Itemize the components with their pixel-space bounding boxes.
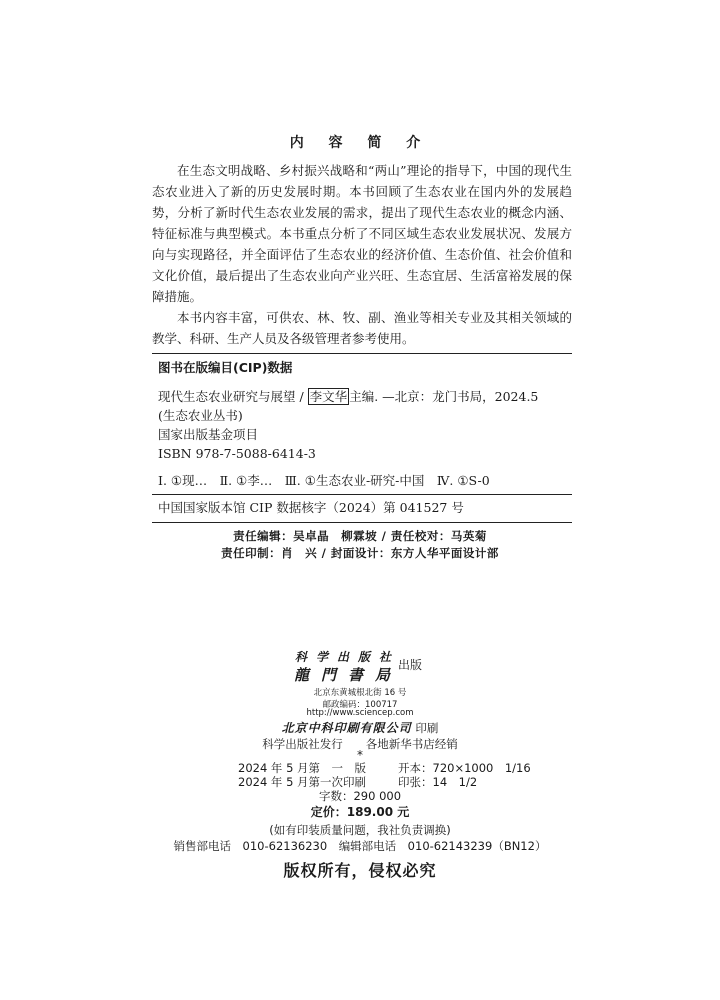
cip-bottom-rule bbox=[152, 522, 572, 523]
editors-line-1: 责任编辑：吴卓晶 柳霖坡 / 责任校对：马英菊 bbox=[233, 529, 487, 543]
science-press-logo: 科学出版社 bbox=[295, 650, 401, 664]
phone-line bbox=[0, 838, 720, 854]
sheets: 印张：14 1/2 bbox=[398, 775, 478, 789]
cip-publication: 主编. —北京：龙门书局，2024.5 bbox=[349, 389, 539, 404]
price: 定价：189.00 元 bbox=[310, 805, 410, 819]
publisher-address: 北京东黄城根北街 16 号 bbox=[313, 688, 407, 698]
printer-name: 北京中科印刷有限公司 bbox=[281, 721, 412, 735]
editors-line-2: 责任印制：肖 兴 / 封面设计：东方人华平面设计部 bbox=[221, 546, 499, 560]
cip-series: (生态农业丛书) bbox=[158, 408, 243, 423]
summary-title: 内 容 简 介 bbox=[289, 135, 431, 151]
issued-by: 科学出版社发行 bbox=[262, 737, 343, 751]
printing: 2024 年 5 月第一次印刷 bbox=[238, 775, 367, 789]
format: 开本：720×1000 1/16 bbox=[398, 761, 531, 775]
summary-paragraph-1: 在生态文明战略、乡村振兴战略和“两山”理论的指导下，中国的现代生态农业进入了新的历史发展时期。本书回顾了生态农业在国内外的发展趋势，分析了新时代生态农业发展的需求，提出了现代生态农业的概念内涵、特征标准与典型模式。本书重点分析了不同区域生态农业发展状况、发展方向与实现路径，并全面评估了生态农业的经济价值、生态价值、社会价值和文化价值，最后提出了生态农业向产业兴旺、生态宜居、生活富裕发展的保障措施。 bbox=[152, 163, 572, 304]
summary-paragraph-2: 本书内容丰富，可供农、林、牧、副、渔业等相关专业及其相关领域的教学、科研、生产人员及各级管理者参考使用。 bbox=[152, 310, 572, 346]
summary-text bbox=[152, 160, 572, 349]
cip-classification: Ⅰ. ①现… Ⅱ. ①李… Ⅲ. ①生态农业-研究-中国 Ⅳ. ①S-0 bbox=[158, 473, 490, 488]
distributed-by: 各地新华书店经销 bbox=[365, 737, 458, 751]
cip-verification: 中国国家版本馆 CIP 数据核字（2024）第 041527 号 bbox=[158, 500, 464, 515]
cip-fund: 国家出版基金项目 bbox=[158, 427, 259, 442]
word-count: 字数：290 000 bbox=[318, 789, 402, 803]
cip-heading: 图书在版编目(CIP)数据 bbox=[158, 360, 293, 375]
cip-isbn: ISBN 978-7-5088-6414-3 bbox=[158, 446, 316, 461]
cip-book-title: 现代生态农业研究与展望 / bbox=[158, 389, 308, 404]
cip-author: 李文华 bbox=[309, 389, 348, 404]
cip-bibliographic-line bbox=[158, 389, 538, 405]
edition: 2024 年 5 月第 一 版 bbox=[238, 761, 367, 775]
longmen-logo: 龍門書局 bbox=[294, 666, 403, 684]
printed-label: 印刷 bbox=[415, 721, 439, 735]
star-separator: * bbox=[357, 748, 363, 762]
publisher-website: http://www.sciencep.com bbox=[306, 708, 414, 718]
editorial-phone: 编辑部电话 010-62143239（BN12） bbox=[338, 839, 547, 853]
quality-note: (如有印装质量问题，我社负责调换) bbox=[269, 823, 451, 837]
published-label: 出版 bbox=[398, 658, 423, 672]
publisher-postcode: 邮政编码：100717 bbox=[322, 700, 398, 710]
cip-top-rule bbox=[152, 353, 572, 354]
printer-line bbox=[0, 719, 720, 736]
sales-phone: 销售部电话 010-62136230 bbox=[173, 839, 328, 853]
copyright-notice: 版权所有，侵权必究 bbox=[283, 861, 437, 880]
cip-middle-rule bbox=[152, 494, 572, 495]
